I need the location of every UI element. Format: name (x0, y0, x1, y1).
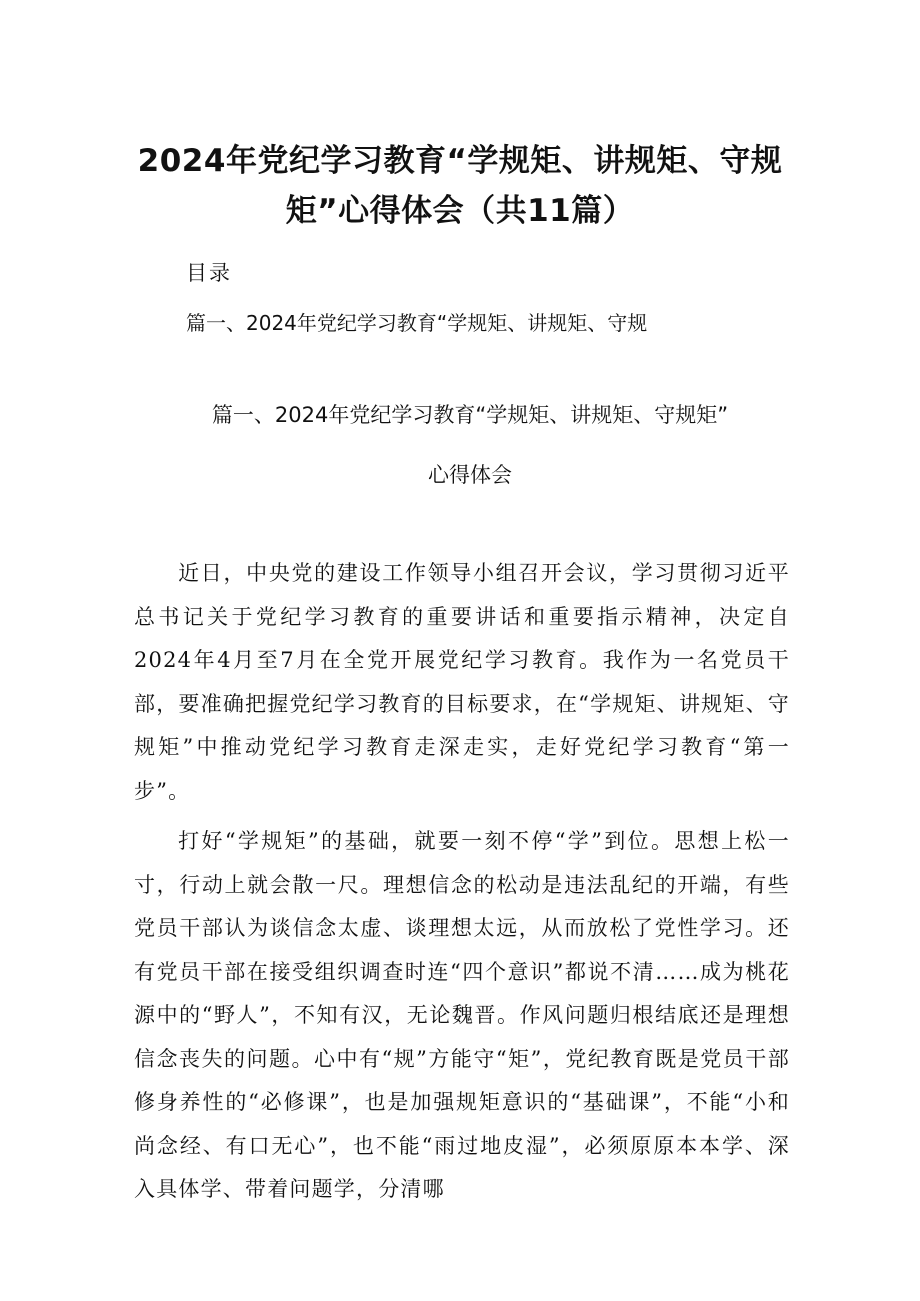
body-paragraph-2: 打好“学规矩”的基础，就要一刻不停“学”到位。思想上松一寸，行动上就会散一尺。理想信念的松动是违法乱纪的开端，有些党员干部认为谈信念太虚、谈理想太远，从而放松了党性学习。还有党员干部在接受组织调查时连“四个意识”都说不清……成为桃花源中的“野人”，不知有汉，无论魏晋。作风问题归根结底还是理想信念丧失的问题。心中有“规”方能守“矩”，党纪教育既是党员干部修身养性的“必修课”，也是加强规矩意识的“基础课”，不能“小和尚念经、有口无心”，也不能“雨过地皮湿”，必须原原本本学、深入具体学、带着问题学，分清哪 (134, 829, 790, 1201)
toc-heading: 目录 (186, 261, 232, 285)
section-heading-line-2: 心得体会 (428, 463, 512, 487)
section-heading-line-1: 篇一、2024年党纪学习教育“学规矩、讲规矩、守规矩” (211, 403, 729, 427)
toc-entry-1[interactable]: 篇一、2024年党纪学习教育“学规矩、讲规矩、守规 (186, 311, 648, 335)
document-title (100, 136, 820, 236)
body-paragraph-1: 近日，中央党的建设工作领导小组召开会议，学习贯彻习近平总书记关于党纪学习教育的重要讲话和重要指示精神，决定自2024年4月至7月在全党开展党纪学习教育。我作为一名党员干部，要准确把握党纪学习教育的目标要求，在“学规矩、讲规矩、守规矩”中推动党纪学习教育走深走实，走好党纪学习教育“第一步”。 (134, 561, 790, 803)
document-title-line-2: 矩”心得体会（共11篇） (285, 193, 635, 229)
body-text (134, 552, 790, 1219)
section-heading (120, 396, 820, 494)
document-title-line-1: 2024年党纪学习教育“学规矩、讲规矩、守规 (137, 143, 783, 179)
